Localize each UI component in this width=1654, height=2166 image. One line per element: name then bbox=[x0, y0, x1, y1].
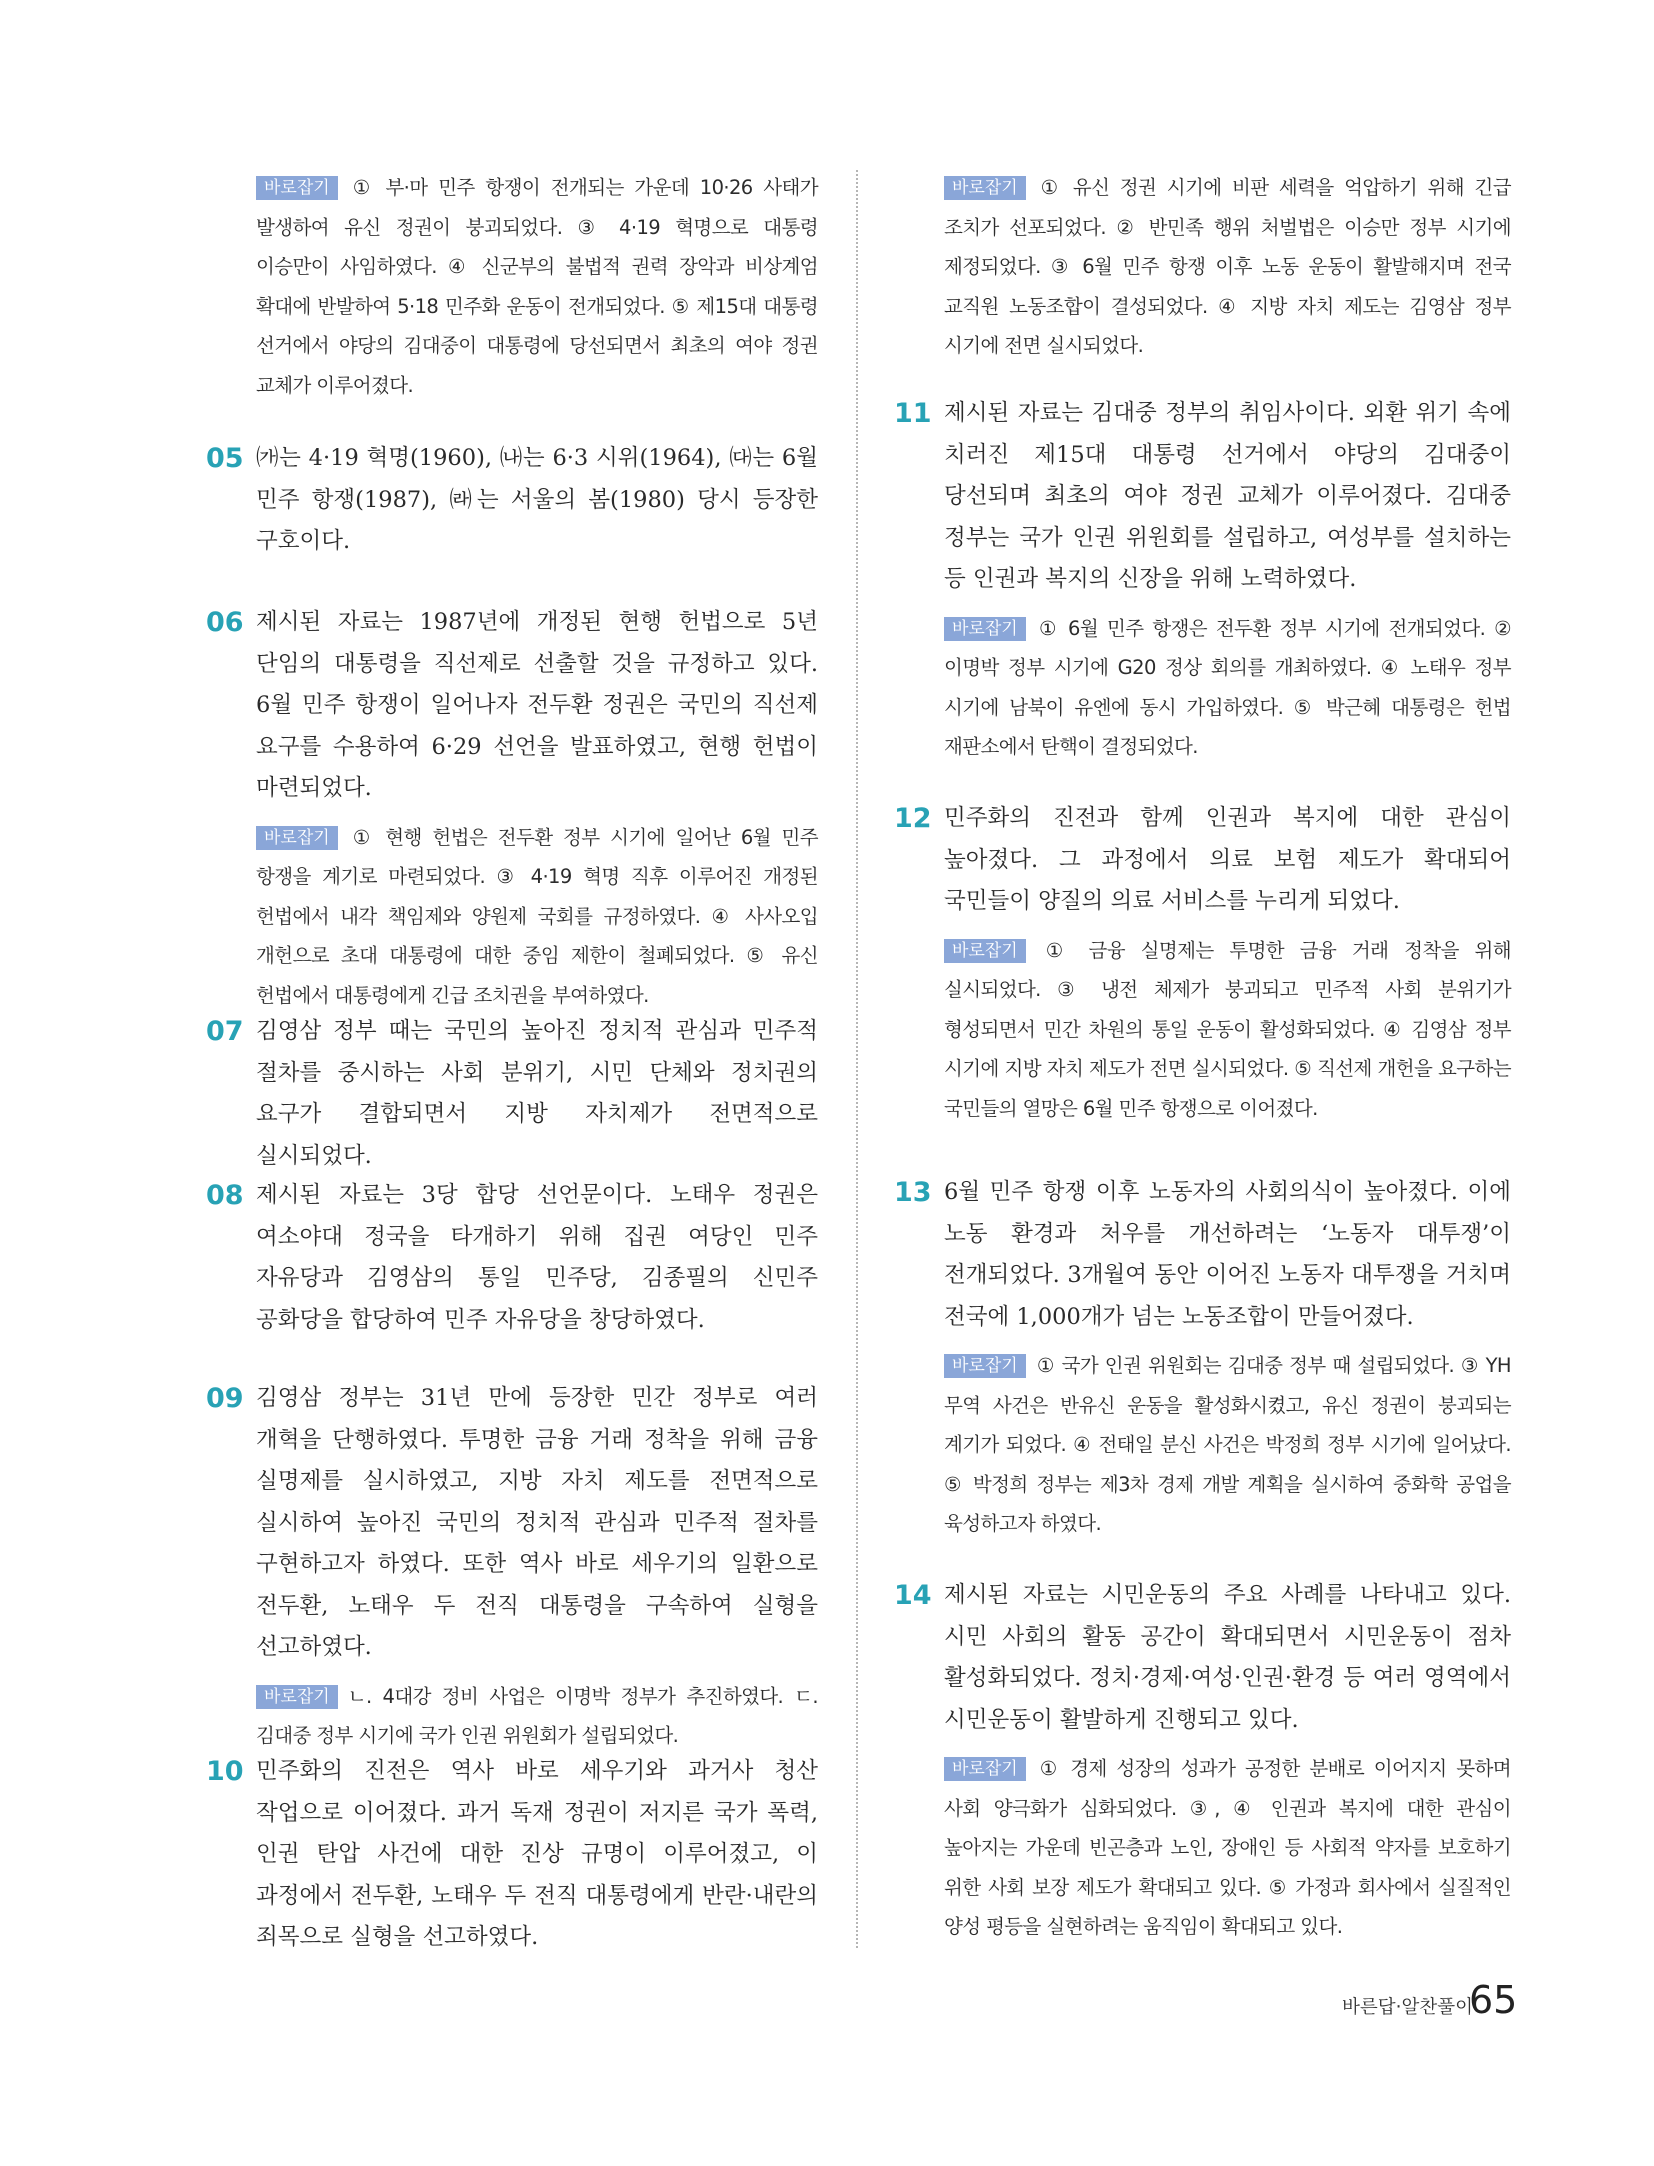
correction-badge: 바로잡기 bbox=[944, 1757, 1026, 1781]
answer-item-07 bbox=[206, 1011, 818, 1177]
note-text: ① 경제 성장의 성과가 공정한 분배로 이어지지 못하며 사회 양극화가 심화되었다. ③, ④ 인권과 복지에 대한 관심이 높아지는 가운데 빈곤층과 노인, 장애인 등 사회적 약자를 보호하기 위한 사회 보장 제도가 확대되고 있다. ⑤ 가정과 회사에서 실질적인 양성 평등을 실현하려는 움직임이 확대되고 있다. bbox=[944, 1757, 1511, 1938]
item-number: 06 bbox=[206, 607, 244, 638]
note-text: ㄴ. 4대강 정비 사업은 이명박 정부가 추진하였다. ㄷ. 김대중 정부 시기에 국가 인권 위원회가 설립되었다. bbox=[256, 1684, 818, 1747]
correction-badge: 바로잡기 bbox=[944, 176, 1026, 200]
item-number: 10 bbox=[206, 1756, 244, 1787]
answer-correction-note bbox=[256, 168, 818, 405]
answer-correction-note bbox=[944, 168, 1511, 366]
item-explanation: 제시된 자료는 1987년에 개정된 현행 헌법으로 5년 단임의 대통령을 직선제로 선출할 것을 규정하고 있다. 6월 민주 항쟁이 일어나자 전두환 정권은 국민의 직선제 요구를 수용하여 6·29 선언을 발표하였고, 현행 헌법이 마련되었다. bbox=[256, 609, 818, 801]
item-number: 07 bbox=[206, 1016, 244, 1047]
answer-correction-note bbox=[944, 931, 1511, 1129]
answer-item-13 bbox=[894, 1172, 1511, 1544]
note-text: ① 국가 인권 위원회는 김대중 정부 때 설립되었다. ③ YH 무역 사건은 반유신 운동을 활성화시켰고, 유신 정권이 붕괴되는 계기가 되었다. ④ 전태일 분신 사건은 박정희 정부 시기에 일어났다. ⑤ 박정희 정부는 제3차 경제 개발 계획을 실시하여 중화학 공업을 육성하고자 하였다. bbox=[944, 1354, 1511, 1535]
note-text: ① 6월 민주 항쟁은 전두환 정부 시기에 전개되었다. ② 이명박 정부 시기에 G20 정상 회의를 개최하였다. ④ 노태우 정부 시기에 남북이 유엔에 동시 가입하였다. ⑤ 박근혜 대통령은 헌법 재판소에서 탄핵이 결정되었다. bbox=[944, 616, 1511, 758]
answer-correction-note bbox=[944, 609, 1511, 767]
item-explanation: 6월 민주 항쟁 이후 노동자의 사회의식이 높아졌다. 이에 노동 환경과 처우를 개선하려는 ‘노동자 대투쟁’이 전개되었다. 3개월여 동안 이어진 노동자 대투쟁을 거치며 전국에 1,000개가 넘는 노동조합이 만들어졌다. bbox=[944, 1179, 1511, 1330]
item-explanation: 제시된 자료는 3당 합당 선언문이다. 노태우 정권은 여소야대 정국을 타개하기 위해 집권 여당인 민주 자유당과 김영삼의 통일 민주당, 김종필의 신민주 공화당을 합당하여 민주 자유당을 창당하였다. bbox=[256, 1182, 818, 1333]
footer-book-title: 바른답·알찬풀이 bbox=[1342, 1997, 1473, 2018]
answer-correction-note bbox=[944, 1346, 1511, 1544]
answer-item-14 bbox=[894, 1575, 1511, 1947]
correction-badge: 바로잡기 bbox=[944, 939, 1026, 963]
item-number: 05 bbox=[206, 443, 244, 474]
answer-item-10 bbox=[206, 1751, 818, 1959]
item-number: 09 bbox=[206, 1383, 244, 1414]
answer-item-12 bbox=[894, 798, 1511, 1128]
item-explanation: 민주화의 진전과 함께 인권과 복지에 대한 관심이 높아졌다. 그 과정에서 의료 보험 제도가 확대되어 국민들이 양질의 의료 서비스를 누리게 되었다. bbox=[944, 805, 1511, 914]
correction-badge: 바로잡기 bbox=[256, 1685, 338, 1709]
item-number: 13 bbox=[894, 1177, 932, 1208]
answer-correction-note bbox=[256, 1677, 818, 1756]
page-number: 65 bbox=[1469, 1978, 1518, 2022]
answer-item-05 bbox=[206, 438, 818, 563]
item-number: 08 bbox=[206, 1180, 244, 1211]
item-explanation: 김영삼 정부 때는 국민의 높아진 정치적 관심과 민주적 절차를 중시하는 사회 분위기, 시민 단체와 정치권의 요구가 결합되면서 지방 자치제가 전면적으로 실시되었다. bbox=[256, 1018, 818, 1169]
item-explanation: 제시된 자료는 시민운동의 주요 사례를 나타내고 있다. 시민 사회의 활동 공간이 확대되면서 시민운동이 점차 활성화되었다. 정치·경제·여성·인권·환경 등 여러 영역에서 시민운동이 활발하게 진행되고 있다. bbox=[944, 1582, 1511, 1733]
correction-badge: 바로잡기 bbox=[256, 176, 338, 200]
note-text: ① 현행 헌법은 전두환 정부 시기에 일어난 6월 민주 항쟁을 계기로 마련되었다. ③ 4·19 혁명 직후 이루어진 개정된 헌법에서 내각 책임제와 양원제 국회를 규정하였다. ④ 사사오입 개헌으로 초대 대통령에 대한 중임 제한이 철폐되었다. ⑤ 유신 헌법에서 대통령에게 긴급 조치권을 부여하였다. bbox=[256, 825, 818, 1007]
answer-correction-note bbox=[944, 1749, 1511, 1947]
item-explanation: 김영삼 정부는 31년 만에 등장한 민간 정부로 여러 개혁을 단행하였다. 투명한 금융 거래 정착을 위해 금융 실명제를 실시하였고, 지방 자치 제도를 전면적으로 실시하여 높아진 국민의 정치적 관심과 민주적 절차를 구현하고자 하였다. 또한 역사 바로 세우기의 일환으로 전두환, 노태우 두 전직 대통령을 구속하여 실형을 선고하였다. bbox=[256, 1385, 818, 1660]
item-explanation: 제시된 자료는 김대중 정부의 취임사이다. 외환 위기 속에 치러진 제15대 대통령 선거에서 야당의 김대중이 당선되며 최초의 여야 정권 교체가 이루어졌다. 김대중 정부는 국가 인권 위원회를 설립하고, 여성부를 설치하는 등 인권과 복지의 신장을 위해 노력하였다. bbox=[944, 400, 1511, 592]
note-text: ① 부·마 민주 항쟁이 전개되는 가운데 10·26 사태가 발생하여 유신 정권이 붕괴되었다. ③ 4·19 혁명으로 대통령 이승만이 사임하였다. ④ 신군부의 불법적 권력 장악과 비상계엄 확대에 반발하여 5·18 민주화 운동이 전개되었다. ⑤ 제15대 대통령 선거에서 야당의 김대중이 대통령에 당선되면서 최초의 여야 정권 교체가 이루어졌다. bbox=[256, 176, 818, 397]
answer-item-06 bbox=[206, 602, 818, 1015]
answer-item-11 bbox=[894, 393, 1511, 767]
item-number: 14 bbox=[894, 1580, 932, 1611]
item-explanation: ㈎는 4·19 혁명(1960), ㈏는 6·3 시위(1964), ㈐는 6월 민주 항쟁(1987), ㈑는 서울의 봄(1980) 당시 등장한 구호이다. bbox=[256, 445, 818, 554]
note-text: ① 유신 정권 시기에 비판 세력을 억압하기 위해 긴급 조치가 선포되었다. ② 반민족 행위 처벌법은 이승만 정부 시기에 제정되었다. ③ 6월 민주 항쟁 이후 노동 운동이 활발해지며 전국 교직원 노동조합이 결성되었다. ④ 지방 자치 제도는 김영삼 정부 시기에 전면 실시되었다. bbox=[944, 176, 1511, 357]
item-number: 12 bbox=[894, 803, 932, 834]
column-divider bbox=[856, 170, 858, 1948]
answer-item-08 bbox=[206, 1175, 818, 1341]
correction-badge: 바로잡기 bbox=[944, 617, 1026, 641]
item-explanation: 민주화의 진전은 역사 바로 세우기와 과거사 청산 작업으로 이어졌다. 과거 독재 정권이 저지른 국가 폭력, 인권 탄압 사건에 대한 진상 규명이 이루어졌고, 이 과정에서 전두환, 노태우 두 전직 대통령에게 반란·내란의 죄목으로 실형을 선고하였다. bbox=[256, 1758, 818, 1950]
correction-badge: 바로잡기 bbox=[944, 1354, 1026, 1378]
answer-item-09 bbox=[206, 1378, 818, 1756]
item-number: 11 bbox=[894, 398, 932, 429]
note-text: ① 금융 실명제는 투명한 금융 거래 정착을 위해 실시되었다. ③ 냉전 체제가 붕괴되고 민주적 사회 분위기가 형성되면서 민간 차원의 통일 운동이 활성화되었다. ④ 김영삼 정부 시기에 지방 자치 제도가 전면 실시되었다. ⑤ 직선제 개헌을 요구하는 국민들의 열망은 6월 민주 항쟁으로 이어졌다. bbox=[944, 938, 1511, 1120]
correction-badge: 바로잡기 bbox=[256, 826, 338, 850]
answer-correction-note bbox=[256, 818, 818, 1016]
